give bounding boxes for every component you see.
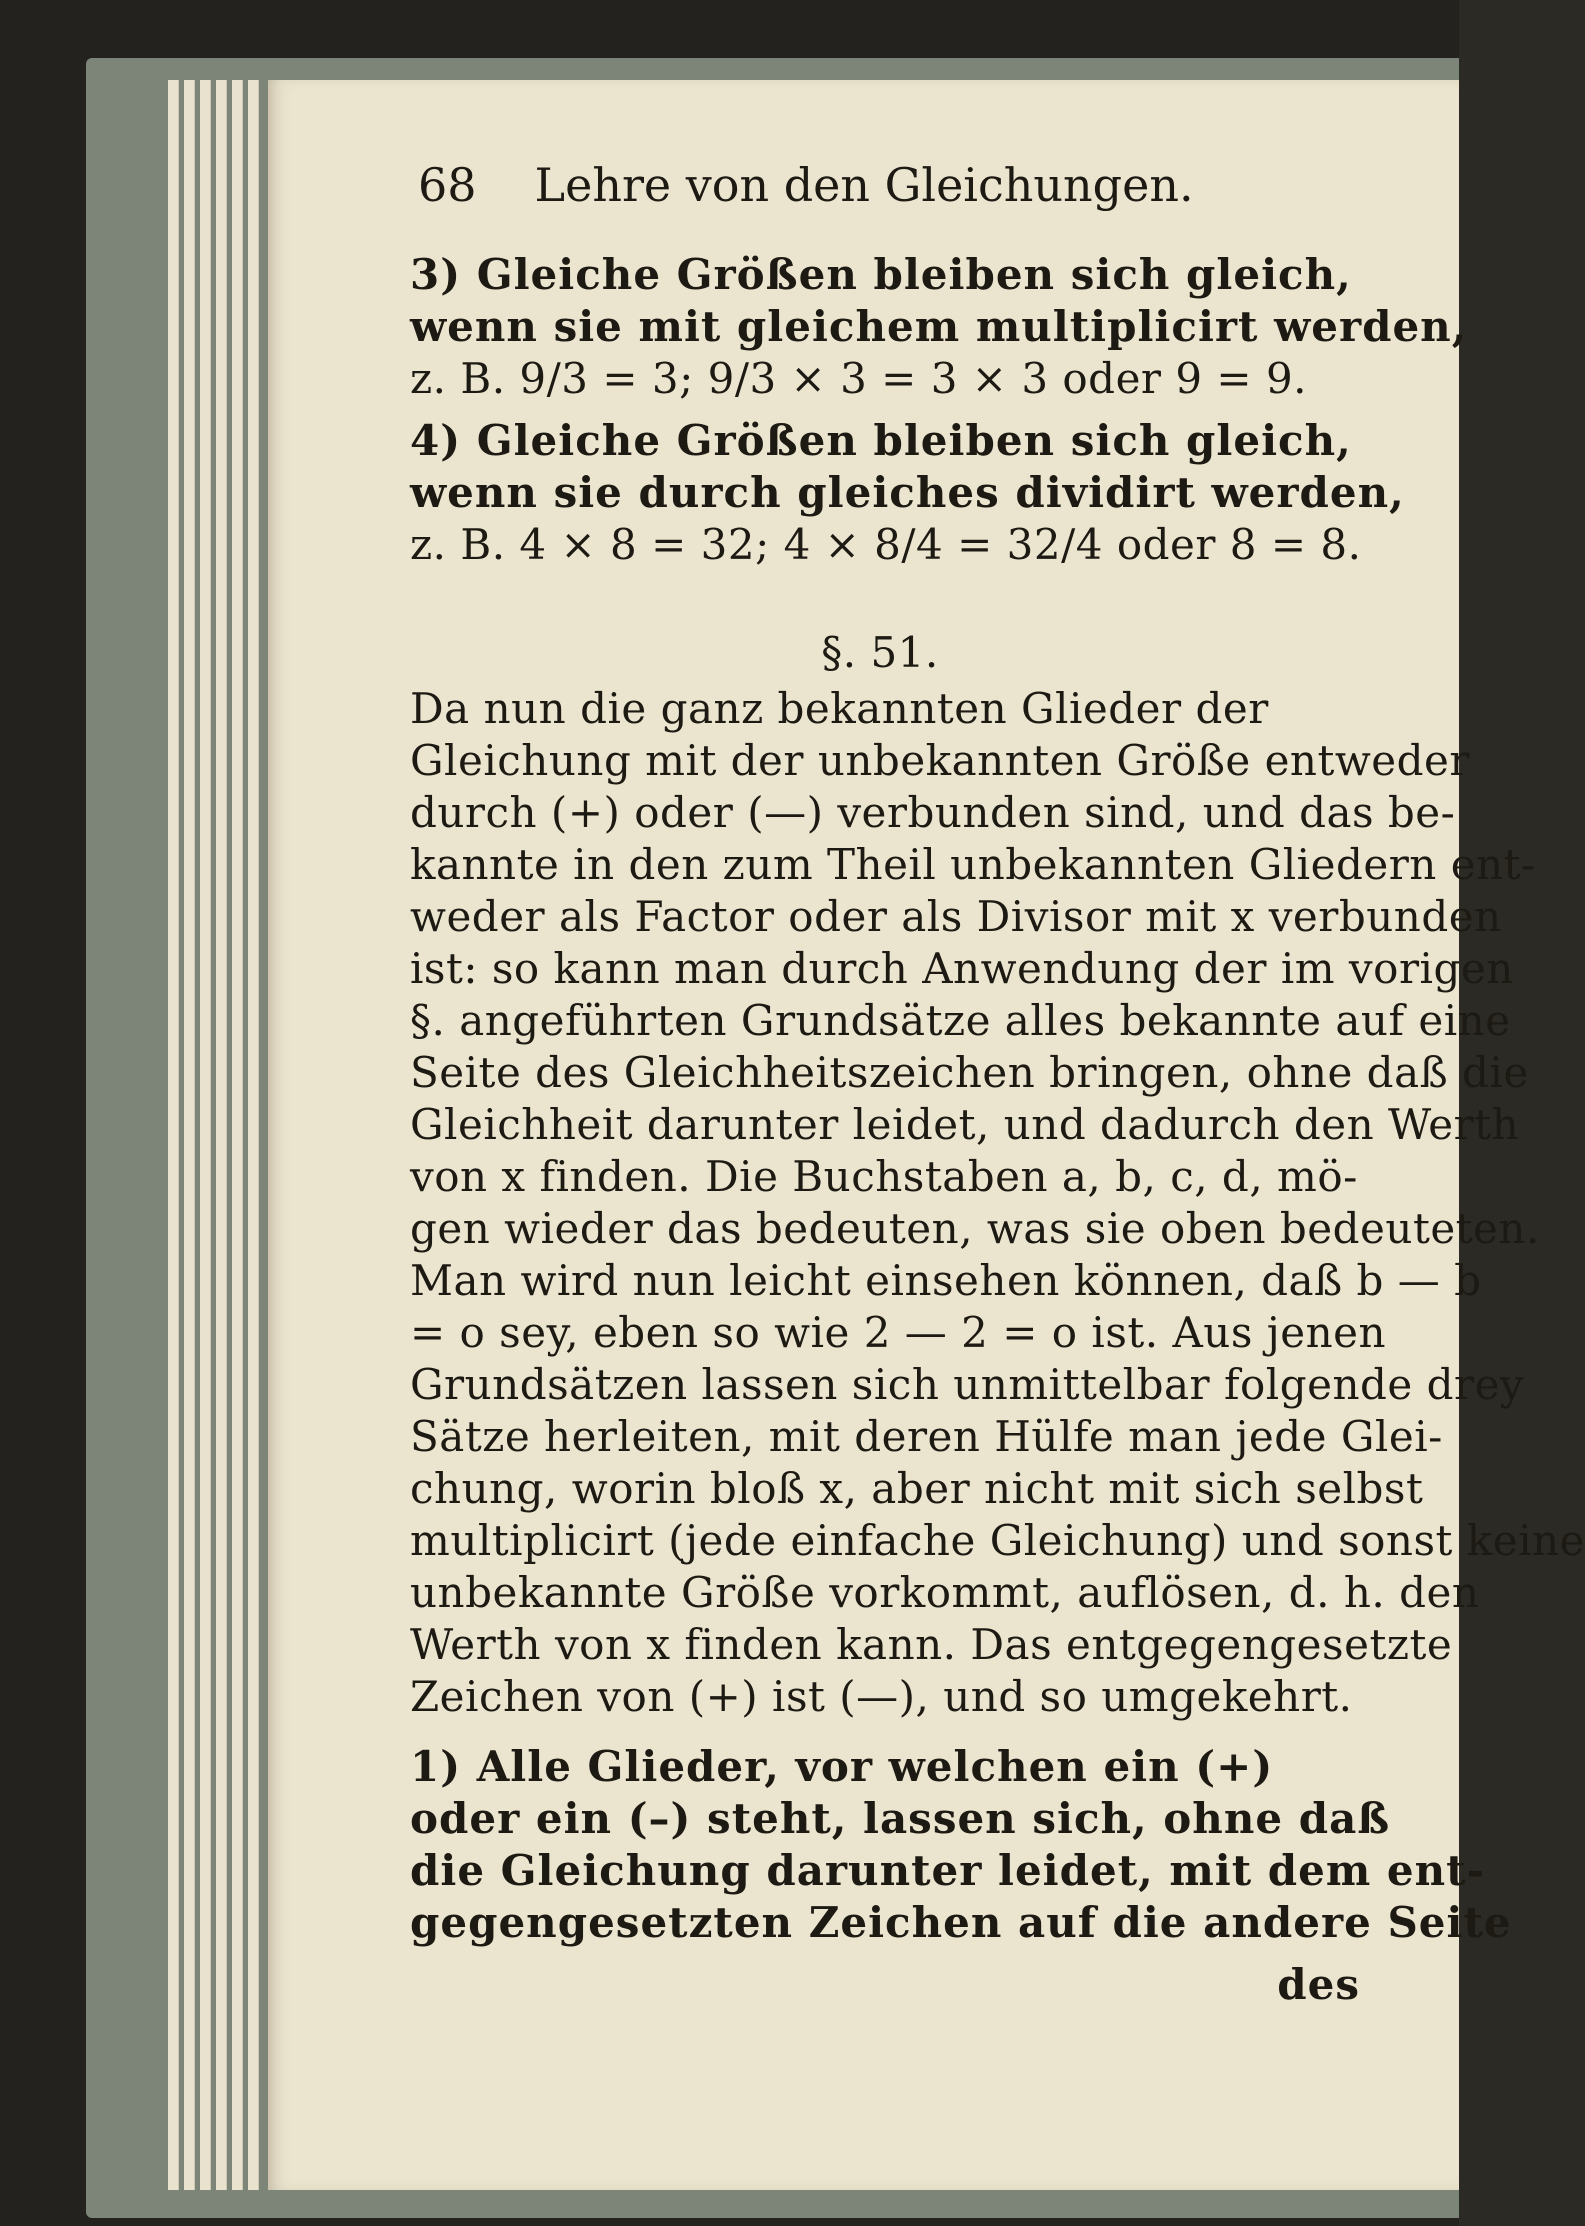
page-edge bbox=[184, 80, 195, 2190]
text-line: Zeichen von (+) ist (—), und so umgekehrt. bbox=[410, 1672, 1353, 1721]
section-heading: §. 51. bbox=[821, 628, 939, 677]
text-line: Gleichheit darunter leidet, und dadurch den Werth bbox=[410, 1100, 1520, 1149]
text-line: z. B. 4 × 8 = 32; 4 × 8/4 = 32/4 oder 8 = 8. bbox=[410, 520, 1362, 569]
text-line: 3) Gleiche Größen bleiben sich gleich, bbox=[410, 250, 1352, 299]
text-line: Grundsätzen lassen sich unmittelbar folgende drey bbox=[410, 1360, 1525, 1409]
text-line: = o sey, eben so wie 2 — 2 = o ist. Aus jenen bbox=[410, 1308, 1387, 1357]
text-line: wenn sie mit gleichem multiplicirt werden, bbox=[410, 302, 1468, 351]
page-number: 68 bbox=[418, 158, 477, 212]
text-line: Werth von x finden kann. Das entgegengesetzte bbox=[410, 1620, 1453, 1669]
text-line: Da nun die ganz bekannten Glieder der bbox=[410, 684, 1269, 733]
page-edge bbox=[232, 80, 243, 2190]
text-line: kannte in den zum Theil unbekannten Gliedern ent- bbox=[410, 840, 1536, 889]
catchword: des bbox=[1277, 1960, 1360, 2009]
text-line: gen wieder das bedeuten, was sie oben bedeuteten. bbox=[410, 1204, 1540, 1253]
text-line: weder als Factor oder als Divisor mit x verbunden bbox=[410, 892, 1502, 941]
running-title: Lehre von den Gleichungen. bbox=[534, 158, 1194, 212]
page-edge bbox=[168, 80, 179, 2190]
book-page bbox=[268, 80, 1585, 2190]
page-edge bbox=[216, 80, 227, 2190]
text-line: chung, worin bloß x, aber nicht mit sich selbst bbox=[410, 1464, 1424, 1513]
running-header bbox=[418, 158, 1418, 212]
text-line: unbekannte Größe vorkommt, auflösen, d. h. den bbox=[410, 1568, 1480, 1617]
text-line: Gleichung mit der unbekannten Größe entweder bbox=[410, 736, 1470, 785]
text-line: wenn sie durch gleiches dividirt werden, bbox=[410, 468, 1405, 517]
text-line: Man wird nun leicht einsehen können, daß b — b bbox=[410, 1256, 1482, 1305]
text-line: die Gleichung darunter leidet, mit dem ent- bbox=[410, 1846, 1486, 1895]
text-line: durch (+) oder (—) verbunden sind, und das be- bbox=[410, 788, 1456, 837]
text-line: 1) Alle Glieder, vor welchen ein (+) bbox=[410, 1742, 1274, 1791]
text-line: multiplicirt (jede einfache Gleichung) und sonst keine bbox=[410, 1516, 1585, 1565]
text-line: 4) Gleiche Größen bleiben sich gleich, bbox=[410, 416, 1352, 465]
page-edge bbox=[248, 80, 259, 2190]
text-line: ist: so kann man durch Anwendung der im vorigen bbox=[410, 944, 1514, 993]
text-line: oder ein (–) steht, lassen sich, ohne daß bbox=[410, 1794, 1391, 1843]
text-line: §. angeführten Grundsätze alles bekannte auf eine bbox=[410, 996, 1511, 1045]
text-line: gegengesetzten Zeichen auf die andere Seite bbox=[410, 1898, 1512, 1947]
page-edge bbox=[200, 80, 211, 2190]
text-line: z. B. 9/3 = 3; 9/3 × 3 = 3 × 3 oder 9 = 9. bbox=[410, 354, 1308, 403]
text-line: von x finden. Die Buchstaben a, b, c, d, mö- bbox=[410, 1152, 1358, 1201]
text-line: Sätze herleiten, mit deren Hülfe man jede Glei- bbox=[410, 1412, 1443, 1461]
text-line: Seite des Gleichheitszeichen bringen, ohne daß die bbox=[410, 1048, 1529, 1097]
